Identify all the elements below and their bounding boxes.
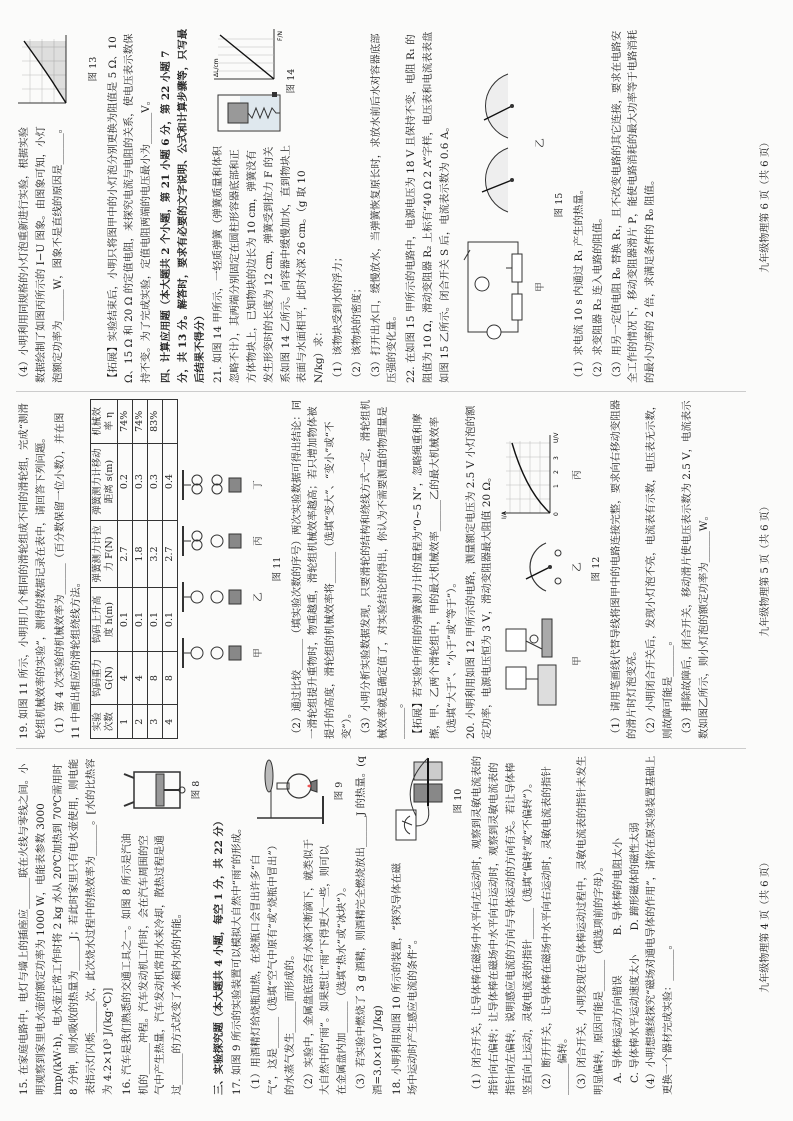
meter-dial-figure — [502, 535, 564, 599]
spring-graph — [210, 27, 284, 87]
table-cell: 1.8 — [133, 520, 148, 588]
graph-x-tick: 3 — [553, 456, 561, 460]
spring-container-figure — [210, 91, 284, 135]
figure-11-sub-label: 丁 — [252, 480, 264, 490]
table-cell: 1 — [118, 705, 133, 739]
table-cell: 8 — [163, 651, 178, 705]
question-18-part-2: （2）断开开关，让导体棒在磁场中水平向右运动时，灵敏电流表的指针______偏转。 — [540, 766, 570, 1095]
figure-9-caption: 图 9 — [334, 781, 346, 801]
page-6-column — [16, 27, 776, 383]
option-a: A. 导体棒运动方向错误 — [611, 975, 624, 1083]
table-row — [163, 400, 178, 739]
graph-y-label: ΔL/cm — [213, 58, 221, 77]
table-cell: 0.1 — [163, 588, 178, 651]
graph-x-tick: 0 — [553, 512, 561, 516]
question-20-part-1: （1）请用笔画线代替导线将图甲中的电路连接完整，要求向右移动变阻器的滑片时灯泡变亮。 — [609, 399, 639, 739]
table-header-cell: 弹簧测力计移动距离 s(m) — [91, 443, 118, 520]
pulley-system-diagram — [181, 580, 245, 614]
page-6-footer: 九年级物理第 6 页（共 6 页） — [760, 137, 771, 273]
option-c: C. 导体棒水平运动速度太小 — [628, 954, 641, 1083]
table-cell: 0.1 — [148, 588, 163, 651]
graph-x-tick: 1 — [553, 484, 561, 488]
question-17-part-1: （1）用酒精灯给烧瓶加热，在烧瓶口会冒出许多“白气”，这是______（选填“空气中原有”或“烧瓶中冒出”）的水蒸气发生______而形成的。 — [250, 839, 296, 1095]
figure-8-caption: 图 8 — [190, 780, 202, 800]
table-cell: 3.2 — [148, 520, 163, 588]
table-cell: 3 — [148, 705, 163, 739]
question-19-part-1: （1）第 4 次实验的机械效率为______（百分数保留一位小数），并在图 11 中画出相应的滑轮组绕线方法。 — [53, 412, 83, 739]
question-22-part-2: （2）求变阻器 R₂ 连入电路的阻值。 — [591, 212, 604, 383]
figure-11-sub-label: 丙 — [252, 536, 264, 546]
question-21-part-1: （1）该物块受到水的浮力； — [331, 251, 344, 383]
table-header-cell: 钩码重力 G(N) — [91, 651, 118, 705]
page-5-column — [16, 399, 776, 739]
question-21-part-2: （2）该物块的密度； — [350, 282, 363, 383]
table-cell: 2.7 — [118, 520, 133, 588]
question-19-part-3: （3）小明分析实验数据发现，只要滑轮的结构和绕线方式一定，滑轮组机械效率就是确定值了，对实验结论的得出，你认为不需要测量的物理量是______。 — [359, 399, 406, 739]
figure-12-group — [498, 399, 589, 739]
section-4-heading: 四、计算应用题（本大题共 2 个小题，第 21 小题 6 分，第 22 小题 7 分，共 13 分。解答时，要求有必要的文字说明、公式和计算步骤等，只写最后结果不得分） — [159, 28, 206, 383]
question-15: 15. 在家庭电路中，电灯与墙上的插座应______联在火线与零线之间。小明观察到家里电水壶的额定功率为 1000 W，电能表参数 3000 imp/(kW·h)，电水壶正常工作时将 2 kg 水从 20℃加热到 70℃需用时 8 分钟，则水吸收的热量为______J；若此时家里只有电水壶使用，则电能表指示灯闪烁______次，此次烧水过程中的热效率为______。[水的比热容为 4.2×10³ J/(kg·℃)] — [18, 758, 114, 1095]
figure-11-sub-label: 甲 — [252, 648, 264, 658]
table-row — [118, 400, 133, 739]
circuit-apparatus-figure — [502, 613, 564, 709]
question-17-part-2: （2）实验中，金属盘底部会有水滴不断滴下，就类似于大自然中的“雨”。如果想让“雨”下得更大一些，则可以在金属盘内加______（选填“热水”或“冰块”）。 — [302, 839, 349, 1095]
pulley-figures — [181, 399, 270, 739]
graph-y-label: I/A — [501, 511, 509, 519]
option-b: B. 导体棒的电阻太小 — [611, 838, 624, 936]
table-cell: 0.3 — [148, 443, 163, 520]
table-cell: 83% — [148, 400, 163, 444]
question-20: 20. 小明利用如图 12 甲所示的电路，测量额定电压为 2.5 V 小灯泡的额定功率，电源电压恒为 3 V，滑动变阻器最大阻值 20 Ω。 — [464, 405, 494, 739]
figure-12-sub-label: 丙 — [571, 470, 583, 480]
question-20-part-3: （3）排除故障后，闭合开关，移动滑片使电压表示数为 2.5 V，电流表示数如图乙所示，则小灯泡的额定功率为______W。 — [680, 400, 710, 739]
page-4-column — [16, 755, 776, 1095]
figure-14-caption: 图 14 — [286, 68, 298, 94]
figure-15-group — [456, 27, 553, 383]
question-18: 18. 小明利用如图 10 所示的装置，“探究导体在磁场中运动时产生感应电流的条件”。 — [390, 863, 420, 1095]
engine-cylinder-figure — [122, 760, 186, 820]
table-cell: 74% — [118, 400, 133, 444]
table-cell: 8 — [148, 651, 163, 705]
question-19-extension: 【拓展】若实验中所用的弹簧测力计的量程为“0~5 N”，忽略绳重和摩擦，甲、乙两个滑轮组中，甲的最大机械效率______乙的最大机械效率（选填“大于”、“小于”或“等于”）。 — [412, 413, 458, 739]
table-header-cell: 弹簧测力计拉力 F(N) — [91, 520, 118, 588]
table-row — [133, 400, 148, 739]
question-17-part-3: （3）若实验中燃烧了 3 g 酒精，则酒精完全燃烧放出______J 的热量。(q酒=3.0×10⁷ J/kg) — [354, 756, 384, 1095]
question-22-part-3: （3）用另一定值电阻 R₀ 替换 R₁，且不改变电路的其它连接，要求在电路安全工作的情况下，移动变阻器滑片 P，能使电路消耗的最大功率等于电路消耗的最小功率的 2 倍，求满足条件的 R₀ 阻值。 — [610, 29, 657, 383]
table-cell: 2.7 — [163, 520, 178, 588]
column-divider — [16, 748, 746, 749]
question-16: 16. 汽车是我们熟悉的交通工具之一。如图 8 所示是汽油机的______冲程。汽车发动机工作时，会在汽车周围的空气中产生热量，汽车发动机常用水来冷却，散热过程是通过______的方式改变了水箱内水的内能。 — [120, 833, 184, 1095]
table-cell: 74% — [133, 400, 148, 444]
question-22-part-1: （1）求电流 10 s 内通过 R₁ 产生的热量。 — [572, 183, 585, 383]
question-22: 22. 在如图 15 甲所示的电路中，电源电压为 18 V 且保持不变，电阻 R₁ 的阻值为 10 Ω，滑动变阻器 R₂ 上标有“40 Ω 2 A”字样，电压表和电流表表盘如图 15 乙所示。闭合开关 S 后，电流表示数为 0.6 A。 — [405, 31, 451, 383]
option-d: D. 蹄形磁体的磁性太弱 — [628, 822, 641, 931]
figure-15-sub-label: 乙 — [535, 138, 547, 148]
table-header-cell: 机械效率 η — [91, 400, 118, 444]
figure-12-caption: 图 12 — [590, 556, 602, 582]
table-header-cell: 实验次数 — [91, 705, 118, 739]
figure-10-caption: 图 10 — [452, 788, 464, 814]
iu-graph — [498, 429, 564, 521]
graph-x-tick: 2 — [553, 470, 561, 474]
table-cell — [163, 400, 178, 444]
graph-x-label: U/V — [553, 432, 561, 443]
figure-15-caption: 图 15 — [554, 192, 566, 218]
figure-11-caption: 图 11 — [271, 556, 283, 582]
pulley-system-diagram — [181, 636, 245, 670]
table-cell: 0.4 — [163, 443, 178, 520]
page-4-footer: 九年级物理第 4 页（共 6 页） — [760, 857, 771, 993]
table-cell: 0.1 — [133, 588, 148, 651]
table-row — [148, 400, 163, 739]
figure-11-sub-label: 乙 — [252, 592, 264, 602]
table-cell: 4 — [163, 705, 178, 739]
table-cell: 0.3 — [133, 443, 148, 520]
graph-figure — [16, 29, 80, 111]
question-20-part-2: （2）小明闭合开关后，发现小灯泡不亮，电流表有示数，电压表无示数，则故障可能是______。 — [645, 399, 674, 739]
section-3-heading: 三、实验探究题（本大题共 4 小题，每空 1 分，共 22 分） — [212, 815, 225, 1095]
figure-13-caption: 图 13 — [87, 56, 99, 82]
question-18-part-1: （1）闭合开关，让导体棒在磁场中水平向左运动时，观察到灵敏电流表的指针向右偏转；让导体棒在磁场中水平向右运动时，观察到灵敏电流表的指针向左偏转，说明感应电流的方向与导体运动的方向有关。若让导体棒竖直向上运动，灵敏电流表的指针______（选填“偏转”或“不偏转”）。 — [471, 755, 534, 1095]
question-21: 21. 如图 14 甲所示，一轻质弹簧（弹簧质量和体积忽略不计），其两端分别固定在圆柱形容器底部和正方体物块上，已知物块的边长为 10 cm，弹簧没有发生形变时的长度为 12 cm，弹簧受到拉力 F 的关系如图 14 乙所示。向容器中缓慢加水，直到物块上表面与水面相平，此时水深 26 cm。（g 取 10 N/kg）求： — [212, 144, 326, 383]
table-header-row — [91, 400, 118, 739]
question-17: 17. 如图 9 所示的实验装置可以模拟大自然中“雨”的形成。 — [231, 822, 244, 1095]
figure-12-sub-label: 乙 — [571, 562, 583, 572]
question-18-part-4: （4）小明想继续探究“磁场对通电导体的作用”，请你在原实验装置基础上更换一个器材完成实验：______。 — [645, 755, 675, 1095]
question-19: 19. 如图 11 所示，小明用几个相同的滑轮组成不同的滑轮组，完成“测滑轮组机械效率的实验”，测得的数据记录在表中，请回答下列问题。 — [18, 403, 47, 739]
question-18-part-3: （3）闭合开关，小明发现在导体棒运动过程中，灵敏电流表的指针未发生明显偏转，原因可能是______（填选项前的字母）。 — [576, 755, 605, 1095]
question-21-part-3: （3）打开出水口，缓慢放水，当弹簧恢复原长时，求放水前后水对容器底部压强的变化量。 — [369, 33, 399, 383]
question-20-part-4: （4）小明利用同规格的小灯泡重新进行实验，根据实验数据绘制了如图丙所示的 I−U 图象。由图象可知，小灯泡额定功率为______W，图象不是直线的原因是______。 — [18, 122, 64, 383]
graph-x-label: F/N — [277, 31, 285, 41]
table-cell: 0.1 — [118, 588, 133, 651]
meter-dials-figure — [456, 68, 528, 218]
circuit-diagram — [458, 232, 528, 342]
page-5-footer: 九年级物理第 5 页（共 6 页） — [760, 501, 771, 637]
condensation-apparatus-figure — [251, 756, 329, 826]
figure-12-sub-label: 甲 — [571, 656, 583, 666]
question-20-extension: 【拓展】实验结束后，小明只将图甲中的小灯泡分别更换为阻值是 5 Ω、10 Ω、15 Ω 和 20 Ω 的定值电阻，来探究电流与电阻的关系，使电压表示数保持不变。为了完成实验，定值电阻两端的电压最小为______V。 — [106, 33, 153, 383]
pulley-system-diagram — [181, 468, 245, 502]
induction-apparatus-figure — [392, 756, 448, 846]
pulley-data-table — [90, 399, 178, 739]
figure-15-sub-label: 甲 — [535, 282, 547, 292]
table-cell: 4 — [118, 651, 133, 705]
table-cell: 4 — [133, 651, 148, 705]
pulley-system-diagram — [181, 524, 245, 558]
table-cell: 2 — [133, 705, 148, 739]
column-divider — [16, 391, 746, 392]
table-header-cell: 钩码上升高度 h(m) — [91, 588, 118, 651]
table-cell: 0.2 — [118, 443, 133, 520]
question-19-part-2: （2）通过比较______（填实验次数的序号）两次实验数据可得出结论：同一滑轮组提升重物时，物重越重，滑轮组机械效率越高；若只增加物体被提升的高度，滑轮组的机械效率将______（选填“变大”、“变小”或“不变”）。 — [290, 399, 353, 739]
